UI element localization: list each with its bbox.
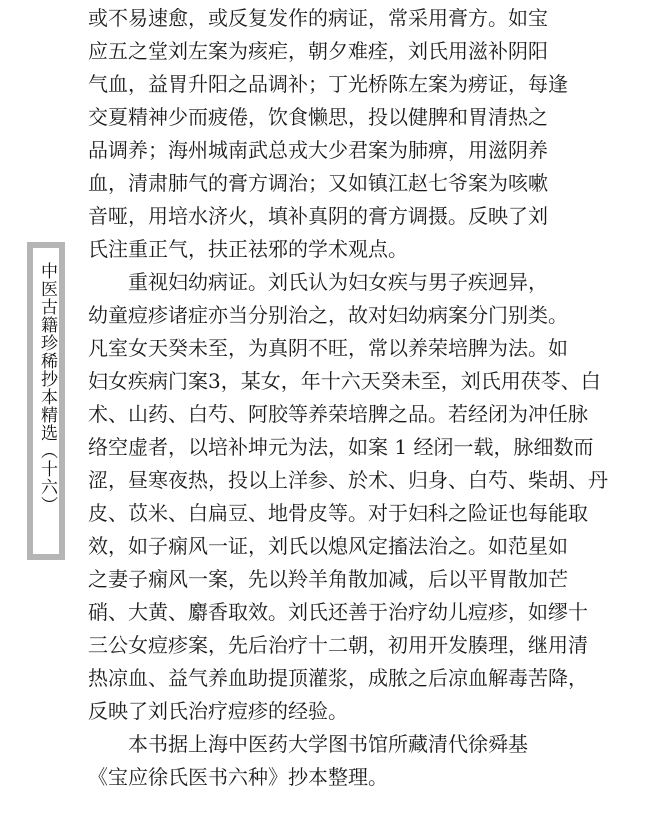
text-line: 交夏精神少而疲倦，饮食懒思，投以健脾和胃清热之 — [88, 105, 548, 129]
text-line: 热凉血、益气养血助提顶灌浆，成脓之后凉血解毒苦降， — [88, 666, 588, 690]
text-line: 硝、大黄、麝香取效。刘氏还善于治疗幼儿痘疹，如缪十 — [88, 600, 588, 624]
text-line: 皮、苡米、白扁豆、地骨皮等。对于妇科之险证也每能取 — [88, 501, 588, 525]
text-line: 反映了刘氏治疗痘疹的经验。 — [88, 699, 348, 723]
page-body — [88, 2, 608, 794]
text-line: 幼童痘疹诸症亦当分别治之，故对妇幼病案分门别类。 — [88, 303, 568, 327]
text-line: 之妻子痫风一案，先以羚羊角散加减，后以平胃散加芒 — [88, 567, 568, 591]
text-line: 应五之堂刘左案为痎疟，朝夕难痊，刘氏用滋补阴阳 — [88, 39, 548, 63]
text-line: 涩，昼寒夜热，投以上洋参、於术、归身、白芍、柴胡、丹 — [88, 468, 608, 492]
paragraph-ointment-therapy — [88, 2, 578, 266]
text-line: 妇女疾病门案3，某女，年十六天癸未至，刘氏用茯苓、白 — [88, 369, 601, 393]
text-line: 术、山药、白芍、阿胶等养荣培脾之品。若经闭为冲任脉 — [88, 402, 588, 426]
text-line: 效，如子痫风一证，刘氏以熄风定搐法治之。如范星如 — [88, 534, 568, 558]
book-series-tab — [27, 242, 65, 560]
text-line: 音哑，用培水济火，填补真阴的膏方调摄。反映了刘 — [88, 204, 548, 228]
text-line: 《宝应徐氏医书六种》抄本整理。 — [88, 765, 388, 789]
text-line: 本书据上海中医药大学图书馆所藏清代徐舜基 — [128, 732, 528, 756]
text-line: 血，清肃肺气的膏方调治；又如镇江赵七爷案为咳嗽 — [88, 171, 548, 195]
text-line: 络空虚者，以培补坤元为法，如案 1 经闭一载，脉细数而 — [88, 435, 594, 459]
text-line: 氏注重正气，扶正祛邪的学术观点。 — [88, 237, 408, 261]
paragraph-gynecology-pediatrics — [88, 266, 608, 728]
text-line: 品调养；海州城南武总戎大少君案为肺痹，用滋阴养 — [88, 138, 548, 162]
book-series-title: 中医古籍珍稀抄本精选（十六） — [37, 262, 57, 514]
text-line: 凡室女天癸未至，为真阴不旺，常以养荣培脾为法。如 — [88, 336, 568, 360]
paragraph-source-note — [88, 728, 578, 794]
text-line: 或不易速愈，或反复发作的病证，常采用膏方。如宝 — [88, 6, 548, 30]
text-line: 重视妇幼病证。刘氏认为妇女疾与男子疾迥异， — [128, 270, 548, 294]
text-line: 气血，益胃升阳之品调补；丁光桥陈左案为痨证，每逢 — [88, 72, 568, 96]
text-line: 三公女痘疹案，先后治疗十二朝，初用开发腠理，继用清 — [88, 633, 588, 657]
